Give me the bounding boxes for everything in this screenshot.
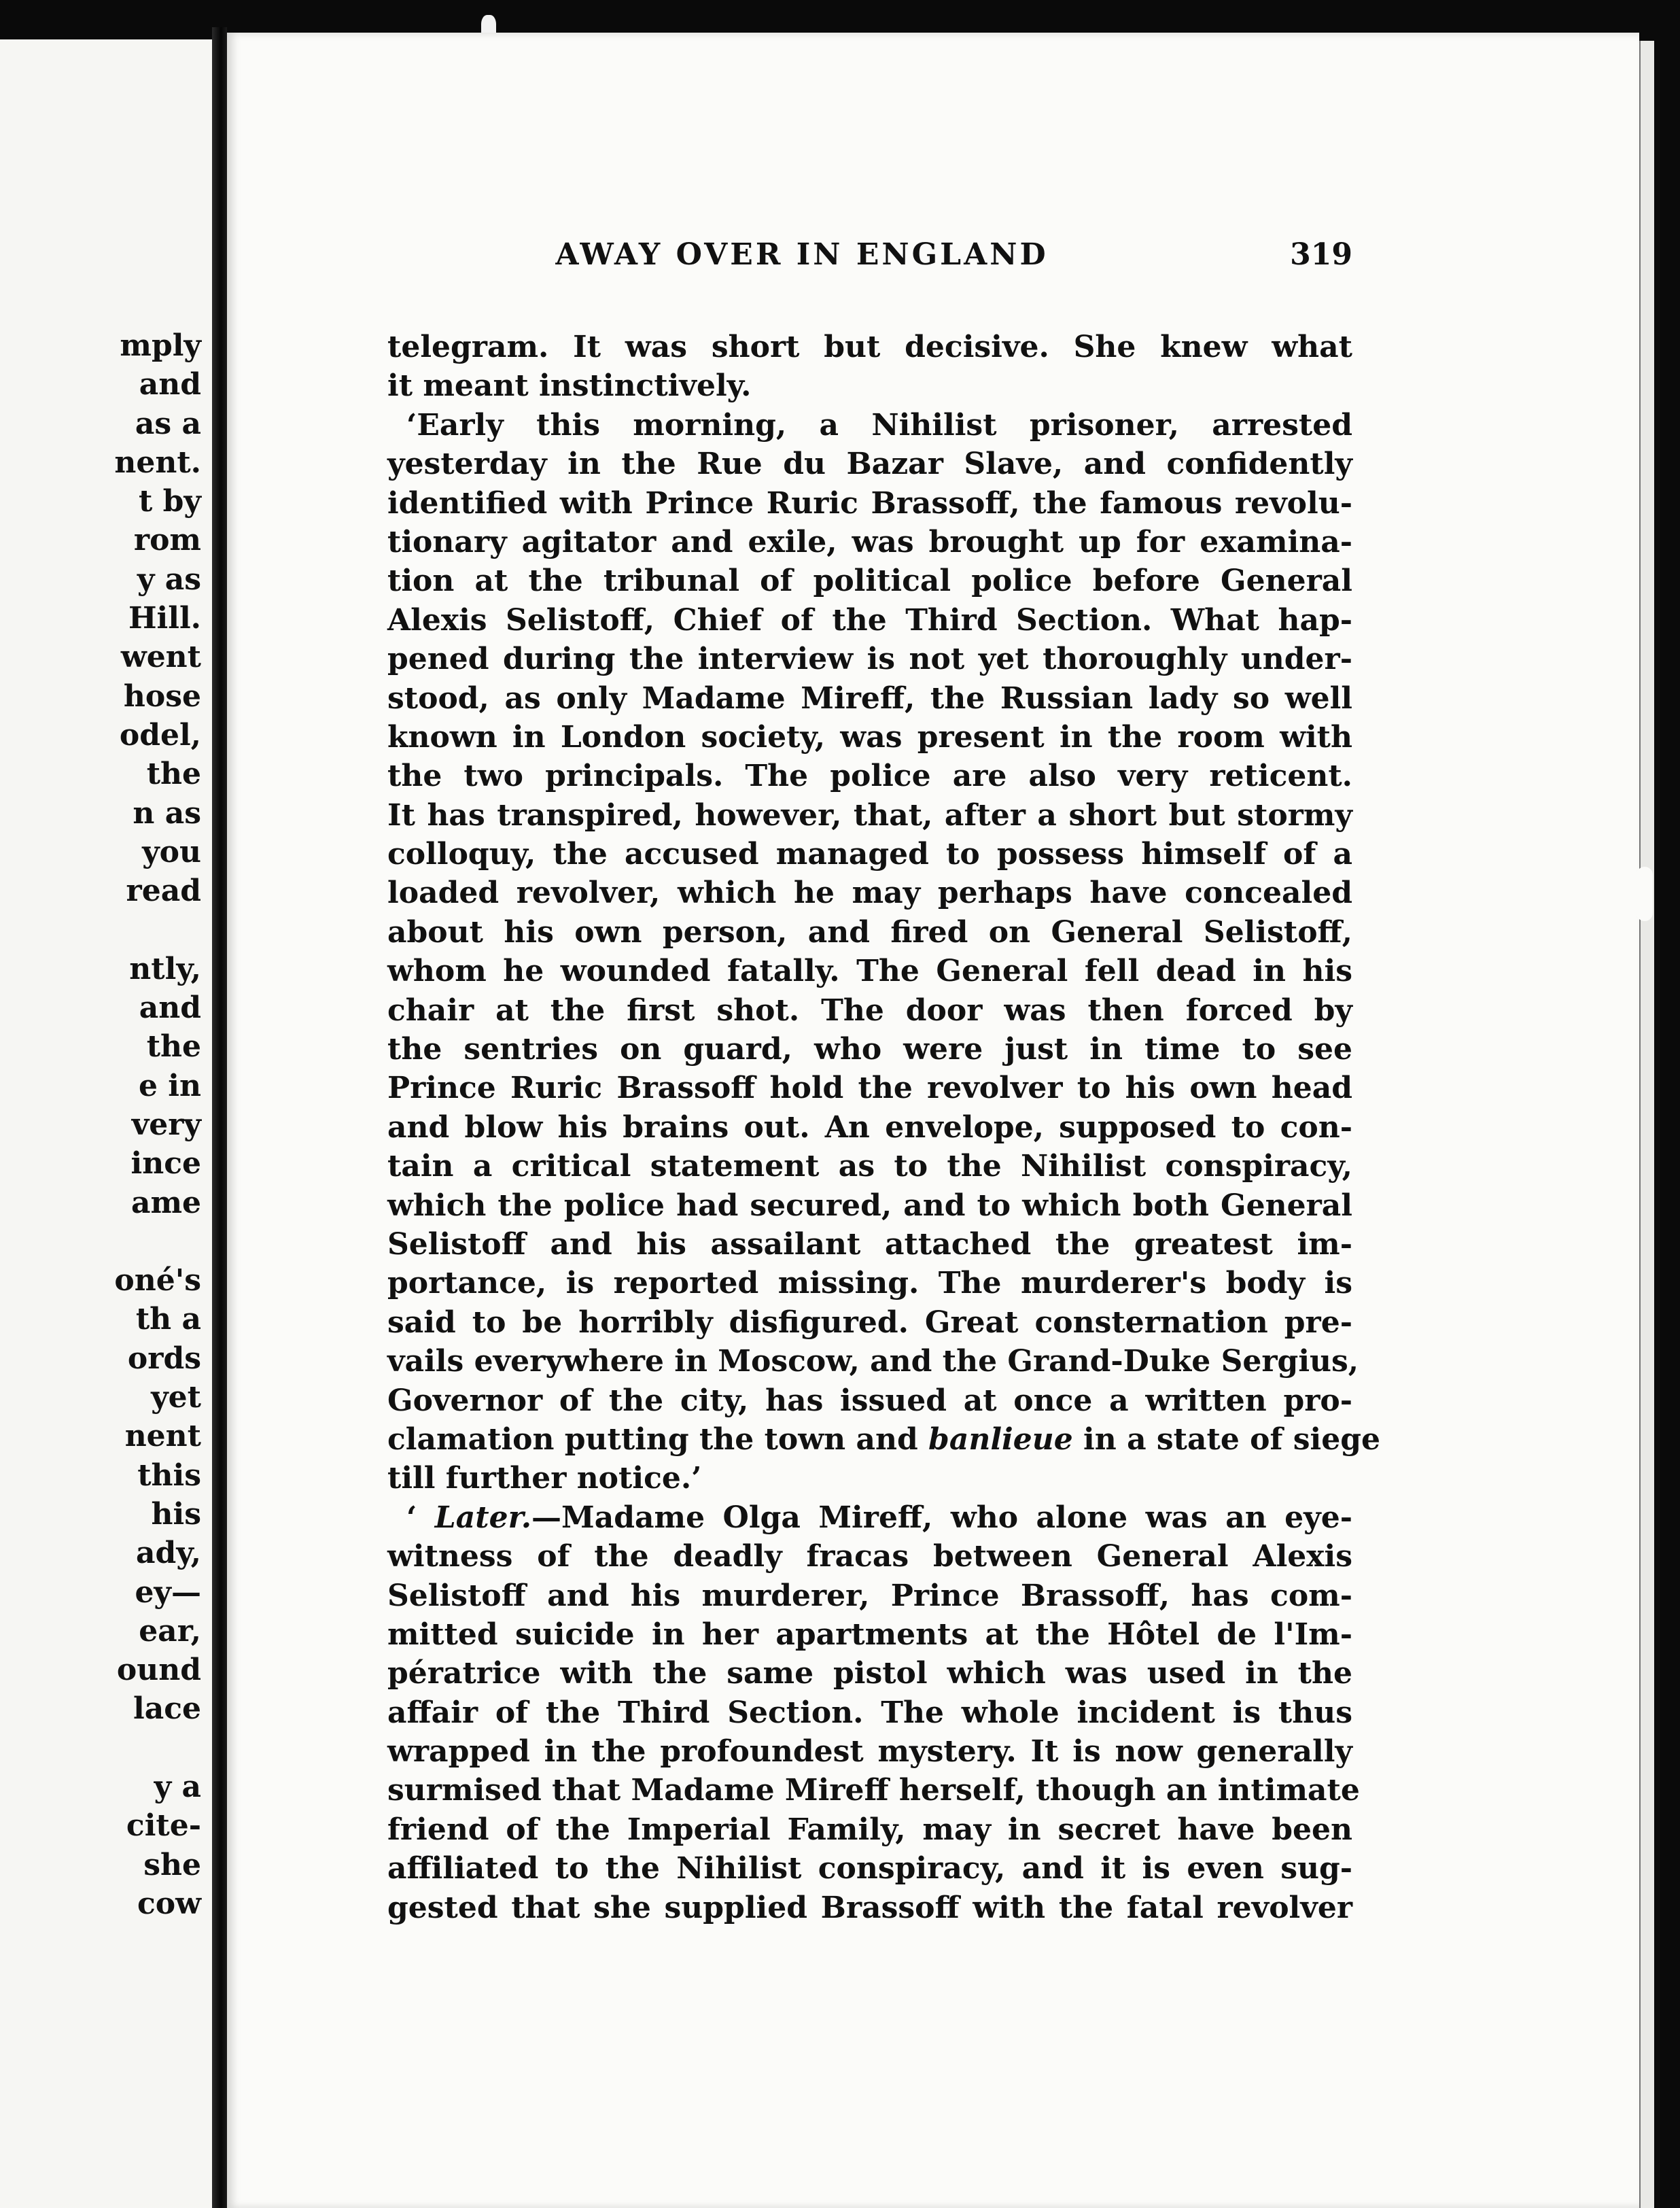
- left-page-line: th a: [135, 1302, 201, 1337]
- left-page-line: odel,: [119, 717, 201, 753]
- left-page-line: nent.: [114, 445, 201, 480]
- left-page-line: and: [139, 367, 201, 402]
- text-line: surmised that Madame Mireff herself, though an intimate: [387, 1773, 1360, 1808]
- text-line: wrapped in the profoundest mystery. It is now generally: [387, 1734, 1352, 1770]
- text-line: [387, 1498, 1352, 1537]
- text-line: whom he wounded fatally. The General fell dead in his: [387, 954, 1352, 989]
- page-number: 319: [1290, 237, 1352, 272]
- text-line: tionary agitator and exile, was brought up for examina-: [387, 524, 1352, 559]
- left-page-line: ound: [116, 1653, 201, 1688]
- text-line: about his own person, and fired on General Selistoff,: [387, 914, 1352, 950]
- left-page-line: cow: [137, 1886, 201, 1921]
- text-line: tion at the tribunal of political police before General: [387, 564, 1352, 599]
- italic-term: banlieue: [928, 1421, 1073, 1457]
- text-line: telegram. It was short but decisive. She knew what: [387, 330, 1352, 364]
- left-page: [0, 39, 212, 2208]
- left-page-line: ords: [127, 1341, 201, 1376]
- text-line: known in London society, was present in the room with: [387, 719, 1352, 755]
- left-page-line: e in: [138, 1068, 201, 1103]
- text-line: [387, 1420, 1380, 1459]
- left-page-line: [114, 910, 201, 949]
- text-segment: —Madame Olga Mireff, who alone was an eye-: [531, 1500, 1352, 1535]
- left-page-line: and: [139, 990, 201, 1026]
- text-line: pened during the interview is not yet thoroughly under-: [387, 642, 1352, 677]
- left-page-line: went: [120, 640, 201, 675]
- page-edge-notch: [1637, 867, 1653, 921]
- left-page-line: y a: [154, 1769, 201, 1804]
- left-page-line: y as: [137, 562, 201, 597]
- text-line: identified with Prince Ruric Brassoff, the famous revolu-: [387, 485, 1352, 521]
- text-line: witness of the deadly fracas between General Alexis: [387, 1539, 1352, 1574]
- text-line: colloquy, the accused managed to possess himself of a: [387, 837, 1352, 872]
- left-page-line: ntly,: [129, 951, 201, 986]
- left-page-line: read: [126, 874, 201, 909]
- left-page-line: the: [146, 1029, 201, 1065]
- left-page-line: you: [142, 834, 201, 869]
- left-page-line: rom: [133, 523, 201, 558]
- text-line: stood, as only Madame Mireff, the Russian lady so well: [387, 680, 1352, 716]
- text-line: loaded revolver, which he may perhaps have concealed: [387, 876, 1352, 911]
- page-edge: [1639, 41, 1654, 2208]
- running-head: [387, 231, 1352, 279]
- left-page-line: yet: [151, 1380, 201, 1415]
- italic-term: Later.: [434, 1500, 532, 1535]
- left-page-line: nent: [124, 1419, 201, 1454]
- text-line: mitted suicide in her apartments at the Hôtel de l'Im-: [387, 1617, 1352, 1652]
- text-line: Governor of the city, has issued at once a written pro-: [387, 1383, 1352, 1418]
- text-line: vails everywhere in Moscow, and the Grand-Duke Sergius,: [387, 1344, 1359, 1379]
- text-line: yesterday in the Rue du Bazar Slave, and confidently: [387, 447, 1352, 482]
- text-line: the sentries on guard, who were just in time to see: [387, 1032, 1352, 1067]
- text-line: the two principals. The police are also very reticent.: [387, 759, 1352, 794]
- text-line: affiliated to the Nihilist conspiracy, and it is even sug-: [387, 1851, 1352, 1886]
- left-page-line: this: [137, 1457, 201, 1493]
- text-line: It has transpired, however, that, after a short but stormy: [387, 797, 1352, 833]
- text-line: Selistoff and his murderer, Prince Brassoff, has com-: [387, 1578, 1352, 1613]
- text-segment: ‘: [406, 1500, 435, 1535]
- running-title: AWAY OVER IN ENGLAND: [555, 237, 1049, 272]
- left-page-line: ame: [130, 1185, 201, 1220]
- left-page-line: t by: [139, 484, 201, 519]
- text-line: Selistoff and his assailant attached the greatest im-: [387, 1226, 1352, 1262]
- left-page-line: mply: [120, 328, 201, 363]
- left-page-line: as a: [135, 406, 201, 441]
- left-page-line: the: [146, 757, 201, 792]
- text-segment: in a state of siege: [1072, 1421, 1380, 1457]
- left-page-line: very: [131, 1107, 201, 1142]
- left-page-line: n as: [133, 795, 201, 831]
- text-line: which the police had secured, and to which both General: [387, 1188, 1352, 1223]
- text-line: and blow his brains out. An envelope, supposed to con-: [387, 1109, 1352, 1145]
- text-line: portance, is reported missing. The murderer's body is: [387, 1266, 1352, 1301]
- book-gutter: [212, 27, 227, 2208]
- text-line: said to be horribly disfigured. Great consternation pre-: [387, 1305, 1352, 1340]
- left-page-line: she: [143, 1847, 201, 1882]
- left-page-line: his: [151, 1496, 201, 1532]
- text-line: affair of the Third Section. The whole incident is thus: [387, 1695, 1352, 1730]
- text-segment: clamation putting the town and: [387, 1421, 929, 1457]
- left-page-line: ear,: [139, 1613, 201, 1649]
- text-line: chair at the first shot. The door was then forced by: [387, 993, 1352, 1028]
- text-line: gested that she supplied Brassoff with the fatal revolver: [387, 1890, 1352, 1925]
- left-page-line: ey—: [135, 1574, 201, 1610]
- text-line: tain a critical statement as to the Nihilist conspiracy,: [387, 1149, 1352, 1184]
- left-page-line: ince: [130, 1146, 201, 1181]
- left-page-line: [114, 1729, 201, 1767]
- left-page-line: Hill.: [128, 601, 201, 636]
- text-line: pératrice with the same pistol which was used in the: [387, 1656, 1352, 1691]
- text-line: friend of the Imperial Family, may in secret have been: [387, 1812, 1352, 1847]
- text-line: Prince Ruric Brassoff hold the revolver to his own head: [387, 1071, 1352, 1106]
- left-page-line: lace: [133, 1691, 201, 1727]
- left-page-line: cite-: [126, 1808, 201, 1844]
- left-page-line: ady,: [136, 1536, 201, 1571]
- body-text: [387, 328, 1380, 1927]
- text-line: till further notice.’: [387, 1461, 702, 1496]
- text-line: ‘Early this morning, a Nihilist prisoner, arrested: [406, 407, 1352, 443]
- text-line: Alexis Selistoff, Chief of the Third Section. What hap-: [387, 602, 1352, 638]
- left-page-line: hose: [123, 678, 201, 714]
- left-page-line: [114, 1222, 201, 1261]
- left-page-text-fragments: [114, 326, 201, 1923]
- text-line: it meant instinctively.: [387, 368, 752, 404]
- left-page-line: oné's: [114, 1263, 201, 1298]
